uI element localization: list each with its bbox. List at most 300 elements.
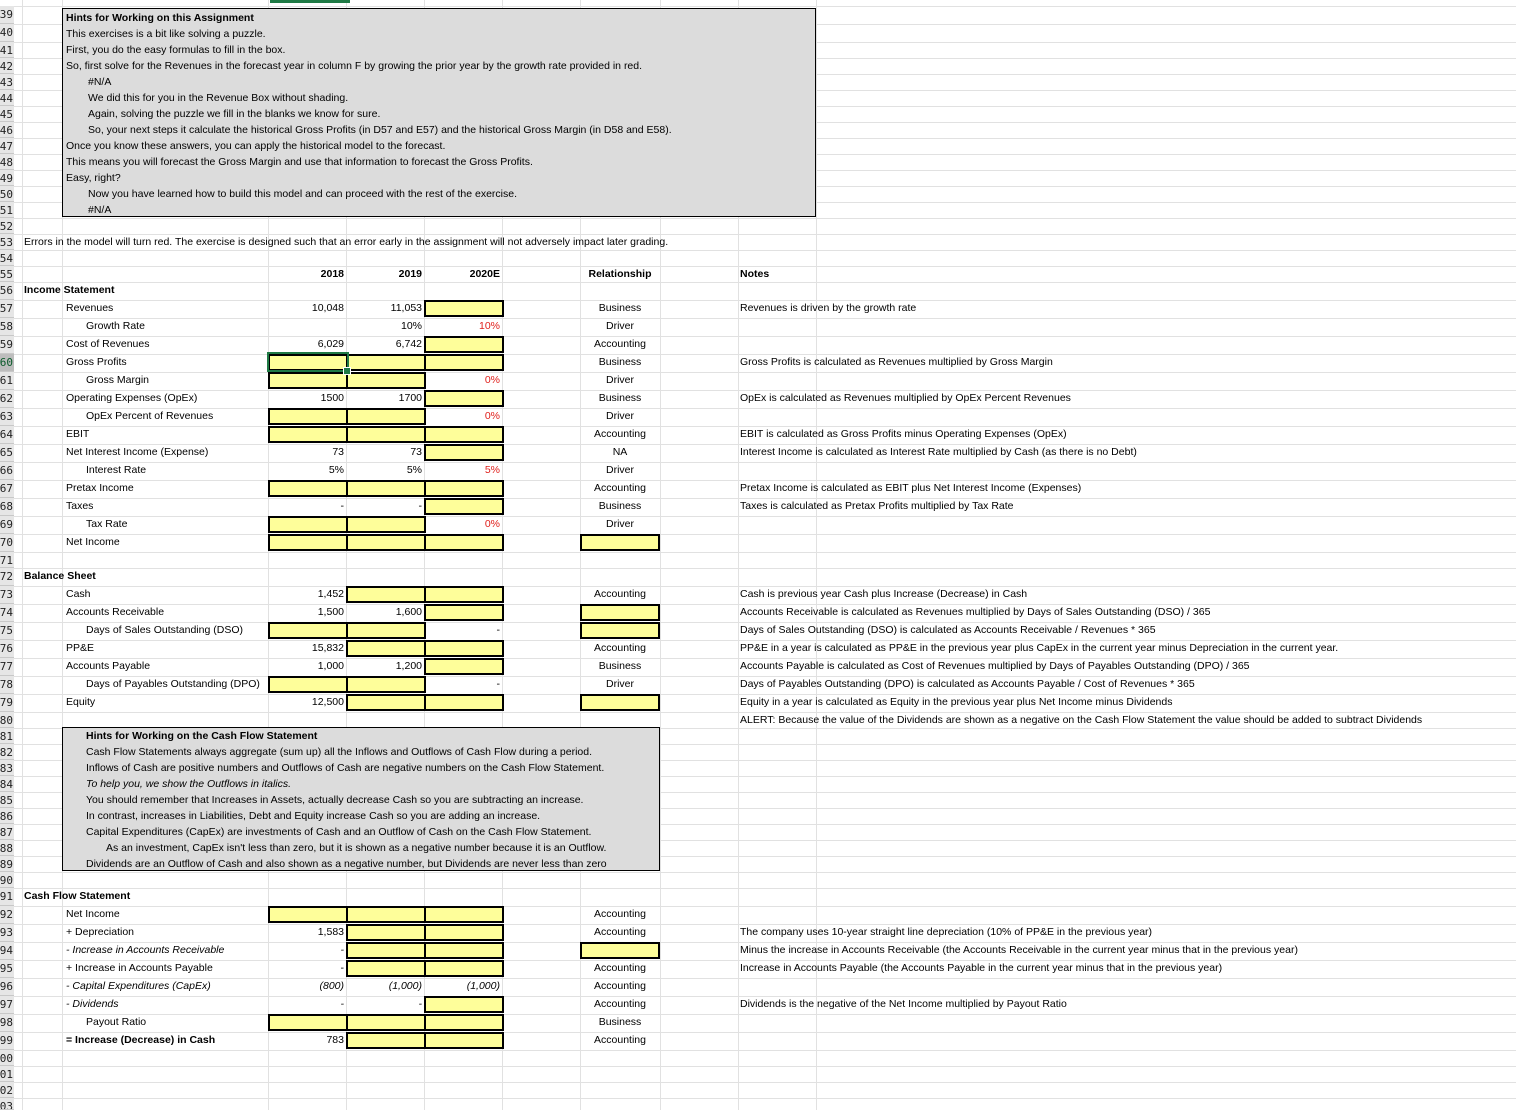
- note: Increase in Accounts Payable (the Accounts Payable in the current year minus that in the previous year): [740, 962, 1223, 974]
- value-2018: 783: [326, 1034, 344, 1046]
- row-header[interactable]: [0, 760, 14, 776]
- row-number: 91: [0, 890, 13, 903]
- row-number: 80: [0, 714, 13, 727]
- row-label: Net Interest Income (Expense): [66, 446, 209, 458]
- row-header[interactable]: [0, 552, 14, 568]
- row-gridline: [14, 336, 1516, 337]
- row-label: Taxes: [66, 500, 94, 512]
- row-label: Accounts Payable: [66, 660, 151, 672]
- input-cell[interactable]: [580, 694, 660, 711]
- row-number: 83: [0, 762, 13, 775]
- hint-line: Easy, right?: [66, 172, 121, 184]
- row-number: 62: [0, 392, 13, 405]
- row-number: 99: [0, 1034, 13, 1047]
- value-2020: 10%: [478, 320, 500, 332]
- hint-line: Capital Expenditures (CapEx) are investments of Cash and an Outflow of Cash on the Cash Flow Statement.: [86, 826, 592, 838]
- note: OpEx is calculated as Revenues multiplied by OpEx Percent Revenues: [740, 392, 1071, 404]
- row-gridline: [14, 534, 1516, 535]
- input-cell[interactable]: [346, 516, 426, 533]
- row-number: 49: [0, 172, 13, 185]
- input-cell[interactable]: [346, 906, 426, 923]
- hint-line: So, your next steps it calculate the historical Gross Profits (in D57 and E57) and the historical Gross Margin (in D58 and E58).: [88, 124, 672, 136]
- row-header[interactable]: [0, 74, 14, 90]
- relationship: Accounting: [594, 588, 646, 600]
- row-number: 71: [0, 554, 13, 567]
- row-header[interactable]: [0, 122, 14, 138]
- row-number: 90: [0, 874, 13, 887]
- input-cell[interactable]: [424, 658, 504, 675]
- relationship: Accounting: [594, 1034, 646, 1046]
- input-cell[interactable]: [268, 480, 348, 497]
- input-cell[interactable]: [346, 622, 426, 639]
- row-number: 67: [0, 482, 13, 495]
- row-header[interactable]: [0, 840, 14, 856]
- row-label: - Increase in Accounts Receivable: [66, 944, 225, 956]
- input-cell[interactable]: [424, 924, 504, 941]
- row-number: 02: [0, 1084, 13, 1097]
- input-cell[interactable]: [346, 1032, 426, 1049]
- note: Days of Payables Outstanding (DPO) is calculated as Accounts Payable / Cost of Revenues * 365: [740, 678, 1195, 690]
- row-header[interactable]: [0, 234, 14, 250]
- row-number: 00: [0, 1052, 13, 1065]
- row-gridline: [14, 462, 1516, 463]
- row-header[interactable]: [0, 186, 14, 202]
- relationship: Accounting: [594, 642, 646, 654]
- value-2018: 6,029: [317, 338, 344, 350]
- row-number: 95: [0, 962, 13, 975]
- row-header[interactable]: [0, 888, 14, 906]
- row-number: 60: [0, 356, 13, 369]
- relationship: Business: [598, 356, 642, 368]
- row-header[interactable]: [0, 568, 14, 586]
- hint-line: This exercises is a bit like solving a puzzle.: [66, 28, 266, 40]
- relationship: Driver: [606, 374, 634, 386]
- row-label: PP&E: [66, 642, 95, 654]
- input-cell[interactable]: [268, 622, 348, 639]
- input-cell[interactable]: [580, 942, 660, 959]
- row-number: 43: [0, 76, 13, 89]
- row-header[interactable]: [0, 58, 14, 74]
- row-label: - Capital Expenditures (CapEx): [66, 980, 211, 992]
- input-cell[interactable]: [346, 426, 426, 443]
- input-cell[interactable]: [580, 604, 660, 621]
- row-header[interactable]: [0, 170, 14, 186]
- row-number: 63: [0, 410, 13, 423]
- row-number: 46: [0, 124, 13, 137]
- row-header[interactable]: [0, 444, 14, 462]
- row-number: 77: [0, 660, 13, 673]
- input-cell[interactable]: [424, 906, 504, 923]
- input-cell[interactable]: [346, 676, 426, 693]
- header-relationship: Relationship: [588, 268, 652, 280]
- row-number: 79: [0, 696, 13, 709]
- row-header[interactable]: [0, 978, 14, 996]
- input-cell[interactable]: [268, 534, 348, 551]
- value-2020: 5%: [484, 464, 500, 476]
- row-header[interactable]: [0, 1082, 14, 1098]
- relationship: Accounting: [594, 482, 646, 494]
- note: Dividends is the negative of the Net Income multiplied by Payout Ratio: [740, 998, 1067, 1010]
- value-2018: -: [340, 500, 344, 512]
- input-cell[interactable]: [424, 444, 504, 461]
- value-2018: 1,452: [317, 588, 344, 600]
- row-header[interactable]: [0, 336, 14, 354]
- note: PP&E in a year is calculated as PP&E in the previous year plus CapEx in the current year minus Depreciation in the current year.: [740, 642, 1339, 654]
- row-header[interactable]: [0, 106, 14, 122]
- relationship: Business: [598, 1016, 642, 1028]
- row-header[interactable]: [0, 318, 14, 336]
- input-cell[interactable]: [346, 372, 426, 389]
- row-number: 48: [0, 156, 13, 169]
- row-gridline: [14, 978, 1516, 979]
- row-number: 82: [0, 746, 13, 759]
- row-header[interactable]: [0, 942, 14, 960]
- row-header[interactable]: [0, 218, 14, 234]
- row-gridline: [14, 372, 1516, 373]
- hint-line: #N/A: [88, 76, 112, 88]
- row-header[interactable]: [0, 1066, 14, 1082]
- input-cell[interactable]: [424, 336, 504, 353]
- row-header[interactable]: [0, 1050, 14, 1066]
- row-header[interactable]: [0, 516, 14, 534]
- relationship: Driver: [606, 320, 634, 332]
- input-cell[interactable]: [424, 942, 504, 959]
- value-2018: 1,000: [317, 660, 344, 672]
- hint-line: #N/A: [88, 204, 112, 216]
- note: Minus the increase in Accounts Receivable (the Accounts Receivable in the current year minus that in the previous year): [740, 944, 1298, 956]
- row-label: + Depreciation: [66, 926, 134, 938]
- row-number: 61: [0, 374, 13, 387]
- row-number: 97: [0, 998, 13, 1011]
- note: Days of Sales Outstanding (DSO) is calculated as Accounts Receivable / Revenues * 365: [740, 624, 1156, 636]
- row-label: Operating Expenses (OpEx): [66, 392, 198, 404]
- value-2019: 1700: [398, 392, 422, 404]
- row-label: OpEx Percent of Revenues: [86, 410, 214, 422]
- row-header[interactable]: [0, 1032, 14, 1050]
- input-cell[interactable]: [346, 942, 426, 959]
- relationship: Driver: [606, 518, 634, 530]
- value-2020: 0%: [484, 374, 500, 386]
- row-header[interactable]: [0, 462, 14, 480]
- row-number: 52: [0, 220, 13, 233]
- row-header[interactable]: [0, 42, 14, 58]
- note: The company uses 10-year straight line depreciation (10% of PP&E in the previous year): [740, 926, 1153, 938]
- row-number: 03: [0, 1100, 13, 1110]
- row-label: EBIT: [66, 428, 90, 440]
- value-2019: 11,053: [390, 302, 422, 314]
- value-2018: -: [340, 944, 344, 956]
- value-2018: 1,583: [317, 926, 344, 938]
- relationship: Accounting: [594, 428, 646, 440]
- row-number: 42: [0, 60, 13, 73]
- input-cell[interactable]: [268, 516, 348, 533]
- input-cell[interactable]: [346, 960, 426, 977]
- note: Interest Income is calculated as Interest Rate multiplied by Cash (as there is no Debt): [740, 446, 1137, 458]
- row-gridline: [14, 552, 1516, 553]
- hints-cash-flow-title: Hints for Working on the Cash Flow Statement: [86, 730, 318, 742]
- value-2018: 73: [332, 446, 344, 458]
- row-header[interactable]: [0, 712, 14, 728]
- row-gridline: [14, 408, 1516, 409]
- row-gridline: [14, 1098, 1516, 1099]
- row-label: Pretax Income: [66, 482, 134, 494]
- input-cell[interactable]: [424, 354, 504, 371]
- row-label: Payout Ratio: [86, 1016, 147, 1028]
- header-notes: Notes: [740, 268, 770, 280]
- row-header[interactable]: [0, 604, 14, 622]
- row-gridline: [14, 516, 1516, 517]
- value-2019: -: [418, 500, 422, 512]
- hint-line: Once you know these answers, you can apply the historical model to the forecast.: [66, 140, 446, 152]
- hint-line: Cash Flow Statements always aggregate (sum up) all the Inflows and Outflows of Cash Flow during a period.: [86, 746, 592, 758]
- row-gridline: [14, 218, 1516, 219]
- selected-cell[interactable]: [267, 352, 349, 372]
- value-2019: 73: [410, 446, 422, 458]
- relationship: Accounting: [594, 998, 646, 1010]
- row-header[interactable]: [0, 658, 14, 676]
- row-label: Gross Margin: [86, 374, 150, 386]
- row-label: Revenues: [66, 302, 114, 314]
- row-gridline: [14, 888, 1516, 889]
- row-header[interactable]: [0, 924, 14, 942]
- row-number: 88: [0, 842, 13, 855]
- relationship: Accounting: [594, 980, 646, 992]
- hint-line: Dividends are an Outflow of Cash and also shown as a negative number, but Dividends are never less than zero: [86, 858, 607, 870]
- value-2020: 0%: [484, 518, 500, 530]
- header-2019: 2019: [398, 268, 422, 280]
- note: Revenues is driven by the growth rate: [740, 302, 917, 314]
- note: Accounts Receivable is calculated as Revenues multiplied by Days of Sales Outstanding (DSO) / 365: [740, 606, 1211, 618]
- row-number: 93: [0, 926, 13, 939]
- input-cell[interactable]: [424, 1014, 504, 1031]
- value-2020: (1,000): [466, 980, 500, 992]
- row-header[interactable]: [0, 154, 14, 170]
- input-cell[interactable]: [346, 586, 426, 603]
- row-label: Cost of Revenues: [66, 338, 150, 350]
- row-label: + Increase in Accounts Payable: [66, 962, 213, 974]
- row-header[interactable]: [0, 266, 14, 282]
- row-number: 94: [0, 944, 13, 957]
- value-2018: -: [340, 962, 344, 974]
- value-2019: -: [418, 998, 422, 1010]
- row-number: 56: [0, 284, 13, 297]
- input-cell[interactable]: [346, 924, 426, 941]
- relationship: Business: [598, 660, 642, 672]
- row-number: 65: [0, 446, 13, 459]
- row-header[interactable]: [0, 1014, 14, 1032]
- relationship: Accounting: [594, 338, 646, 350]
- input-cell[interactable]: [268, 408, 348, 425]
- input-cell[interactable]: [268, 1014, 348, 1031]
- row-label: Interest Rate: [86, 464, 147, 476]
- input-cell[interactable]: [346, 640, 426, 657]
- value-2018: 5%: [328, 464, 344, 476]
- row-number: 58: [0, 320, 13, 333]
- row-gridline: [14, 906, 1516, 907]
- row-number: 81: [0, 730, 13, 743]
- hint-line: Now you have learned how to build this model and can proceed with the rest of the exercise.: [88, 188, 517, 200]
- row-number: 54: [0, 252, 13, 265]
- row-gridline: [14, 1050, 1516, 1051]
- row-number: 55: [0, 268, 13, 281]
- row-number: 87: [0, 826, 13, 839]
- row-number: 39: [0, 8, 13, 21]
- row-header[interactable]: [0, 408, 14, 426]
- relationship: Business: [598, 302, 642, 314]
- row-number: 76: [0, 642, 13, 655]
- value-2018: 10,048: [311, 302, 344, 314]
- row-header[interactable]: [0, 792, 14, 808]
- input-cell[interactable]: [424, 640, 504, 657]
- row-number: 74: [0, 606, 13, 619]
- input-cell[interactable]: [424, 426, 504, 443]
- input-cell[interactable]: [346, 480, 426, 497]
- value-2020: 0%: [484, 410, 500, 422]
- row-number: 53: [0, 236, 13, 249]
- input-cell[interactable]: [424, 534, 504, 551]
- row-number: 89: [0, 858, 13, 871]
- row-number: 59: [0, 338, 13, 351]
- note: Accounts Payable is calculated as Cost of Revenues multiplied by Days of Payables Outstanding (DPO) / 365: [740, 660, 1250, 672]
- row-number: 69: [0, 518, 13, 531]
- row-number: 75: [0, 624, 13, 637]
- row-header[interactable]: [0, 640, 14, 658]
- input-cell[interactable]: [268, 372, 348, 389]
- row-header[interactable]: [0, 586, 14, 604]
- value-2018: 12,500: [311, 696, 344, 708]
- relationship: Driver: [606, 678, 634, 690]
- row-label: Growth Rate: [86, 320, 145, 332]
- relationship: Business: [598, 392, 642, 404]
- row-header[interactable]: [0, 426, 14, 444]
- input-cell[interactable]: [580, 534, 660, 551]
- input-cell[interactable]: [424, 960, 504, 977]
- row-header[interactable]: [0, 856, 14, 872]
- row-header[interactable]: [0, 90, 14, 106]
- row-number: 45: [0, 108, 13, 121]
- input-cell[interactable]: [346, 354, 426, 371]
- row-label: Days of Payables Outstanding (DPO): [86, 678, 260, 690]
- input-cell[interactable]: [424, 586, 504, 603]
- row-number: 64: [0, 428, 13, 441]
- row-header[interactable]: [0, 744, 14, 760]
- row-gridline: [14, 1082, 1516, 1083]
- input-cell[interactable]: [424, 996, 504, 1013]
- cash-flow-title: Cash Flow Statement: [24, 890, 131, 902]
- header-2020e: 2020E: [469, 268, 500, 280]
- row-header[interactable]: [0, 996, 14, 1014]
- row-number: 96: [0, 980, 13, 993]
- input-cell[interactable]: [424, 1032, 504, 1049]
- value-2019: 1,600: [395, 606, 422, 618]
- row-header[interactable]: [0, 622, 14, 640]
- row-header[interactable]: [0, 498, 14, 516]
- row-number: 47: [0, 140, 13, 153]
- relationship: NA: [612, 446, 628, 458]
- row-header[interactable]: [0, 282, 14, 300]
- input-cell[interactable]: [346, 1014, 426, 1031]
- row-header[interactable]: [0, 534, 14, 552]
- row-header[interactable]: [0, 354, 14, 372]
- row-header[interactable]: [0, 906, 14, 924]
- fill-handle[interactable]: [343, 367, 351, 375]
- hint-line: As an investment, CapEx isn't less than zero, but it is shown as a negative number because it is an Outflow.: [106, 842, 607, 854]
- row-header[interactable]: [0, 372, 14, 390]
- row-header[interactable]: [0, 960, 14, 978]
- input-cell[interactable]: [346, 694, 426, 711]
- hint-line: We did this for you in the Revenue Box without shading.: [88, 92, 349, 104]
- row-number: 50: [0, 188, 13, 201]
- row-number: 86: [0, 810, 13, 823]
- row-header[interactable]: [0, 776, 14, 792]
- input-cell[interactable]: [424, 390, 504, 407]
- row-number: 44: [0, 92, 13, 105]
- note: ALERT: Because the value of the Dividends are shown as a negative on the Cash Flow Statement the value should be added to subtract Dividends: [740, 714, 1423, 726]
- input-cell[interactable]: [268, 676, 348, 693]
- hint-line: So, first solve for the Revenues in the forecast year in column F by growing the prior year by the growth rate provided in red.: [66, 60, 643, 72]
- row-header[interactable]: [0, 872, 14, 888]
- row-number: 40: [0, 26, 13, 39]
- row-header[interactable]: [0, 694, 14, 712]
- row-number: 92: [0, 908, 13, 921]
- input-cell[interactable]: [424, 604, 504, 621]
- input-cell[interactable]: [424, 300, 504, 317]
- hint-line: First, you do the easy formulas to fill in the box.: [66, 44, 286, 56]
- input-cell[interactable]: [268, 906, 348, 923]
- row-header[interactable]: [0, 24, 14, 42]
- input-cell[interactable]: [346, 408, 426, 425]
- input-cell[interactable]: [424, 694, 504, 711]
- row-gridline: [14, 1014, 1516, 1015]
- hint-line: Inflows of Cash are positive numbers and Outflows of Cash are negative numbers on the Cash Flow Statement.: [86, 762, 605, 774]
- value-2020: -: [496, 624, 500, 636]
- row-number: 85: [0, 794, 13, 807]
- input-cell[interactable]: [424, 498, 504, 515]
- hint-line: To help you, we show the Outflows in italics.: [86, 778, 292, 790]
- input-cell[interactable]: [346, 534, 426, 551]
- value-2018: 1500: [320, 392, 344, 404]
- row-header[interactable]: [0, 6, 14, 24]
- row-number: 84: [0, 778, 13, 791]
- row-header[interactable]: [0, 138, 14, 154]
- input-cell[interactable]: [424, 480, 504, 497]
- hint-line: Again, solving the puzzle we fill in the blanks we know for sure.: [88, 108, 381, 120]
- input-cell[interactable]: [580, 622, 660, 639]
- row-header[interactable]: [0, 202, 14, 218]
- relationship: Accounting: [594, 908, 646, 920]
- row-header[interactable]: [0, 390, 14, 408]
- row-header[interactable]: [0, 300, 14, 318]
- row-number: 73: [0, 588, 13, 601]
- row-header[interactable]: [0, 250, 14, 266]
- row-header[interactable]: [0, 808, 14, 824]
- row-header[interactable]: [0, 480, 14, 498]
- value-2019: (1,000): [388, 980, 422, 992]
- note: Pretax Income is calculated as EBIT plus Net Interest Income (Expenses): [740, 482, 1082, 494]
- row-number: 98: [0, 1016, 13, 1029]
- row-label: = Increase (Decrease) in Cash: [66, 1034, 216, 1046]
- hints-assignment-title: Hints for Working on this Assignment: [66, 12, 254, 24]
- note: Gross Profits is calculated as Revenues multiplied by Gross Margin: [740, 356, 1053, 368]
- input-cell[interactable]: [268, 426, 348, 443]
- row-header[interactable]: [0, 824, 14, 840]
- row-header[interactable]: [0, 676, 14, 694]
- row-number: 72: [0, 570, 13, 583]
- row-header[interactable]: [0, 728, 14, 744]
- row-label: Tax Rate: [86, 518, 128, 530]
- note: Taxes is calculated as Pretax Profits multiplied by Tax Rate: [740, 500, 1014, 512]
- row-header[interactable]: [0, 1098, 14, 1110]
